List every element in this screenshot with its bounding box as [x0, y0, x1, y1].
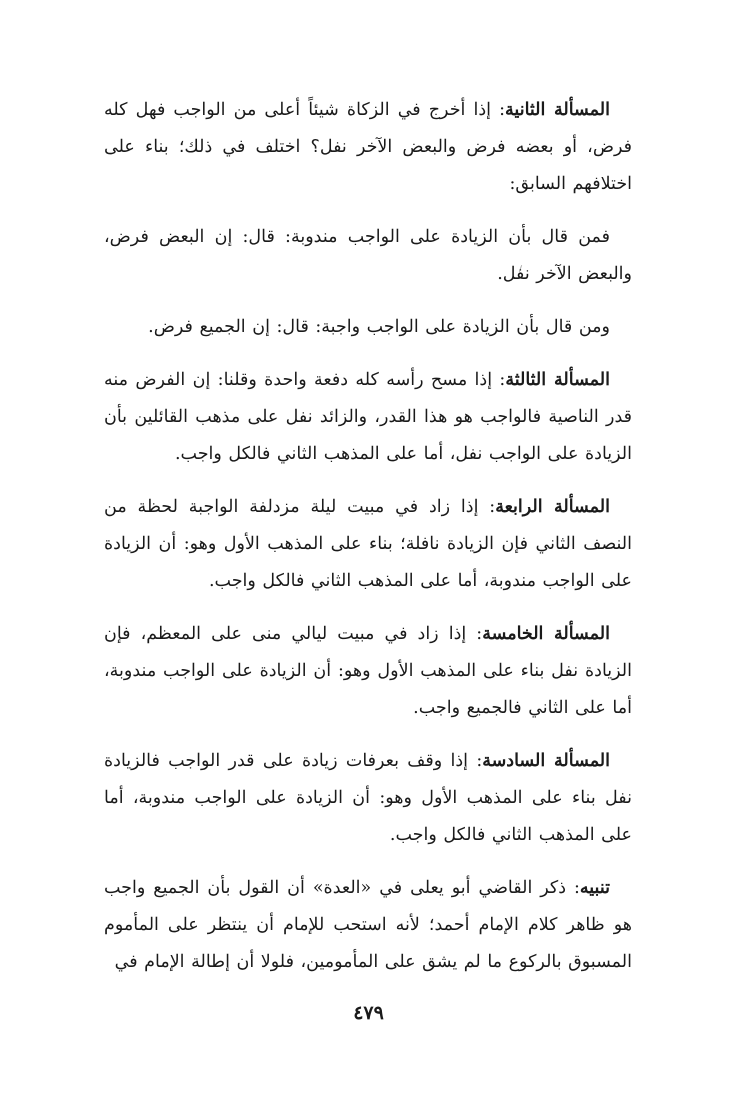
paragraph-issue-3 [104, 362, 632, 473]
body-text [104, 92, 632, 997]
paragraph-heading: المسألة السادسة [482, 751, 611, 771]
paragraph-opinion-2 [104, 309, 632, 346]
paragraph-heading: المسألة الخامسة [482, 624, 610, 644]
page-number: ٤٧٩ [353, 1002, 384, 1024]
paragraph-text: : إذا وقف بعرفات زيادة على قدر الواجب فالزيادة نفل بناء على المذهب الأول وهو: أن الزيادة على الواجب مندوبة، أما على المذهب الثاني فالكل واجب. [104, 751, 632, 845]
paragraph-text: : ذكر القاضي أبو يعلى في «العدة» أن القول بأن الجميع واجب هو ظاهر كلام الإمام أحمد؛ لأنه استحب للإمام أن ينتظر على المأموم المسبوق بالركوع ما لم يشق على المأمومين، فلولا أن إطالة الإمام في [104, 878, 632, 972]
paragraph-heading: تنبيه [579, 878, 610, 898]
paragraph-text: : إذا زاد في مبيت ليلة مزدلفة الواجبة لحظة من النصف الثاني فإن الزيادة نافلة؛ بناء على المذهب الأول وهو: أن الزيادة على الواجب مندوبة، أما على المذهب الثاني فالكل واجب. [104, 497, 632, 591]
paragraph-issue-2 [104, 92, 632, 203]
paragraph-text: : إذا مسح رأسه كله دفعة واحدة وقلنا: إن الفرض منه قدر الناصية فالواجب هو هذا القدر، والزائد نفل على مذهب القائلين بأن الزيادة على الواجب نفل، أما على المذهب الثاني فالكل واجب. [104, 370, 632, 464]
paragraph-issue-4 [104, 489, 632, 600]
paragraph-heading: المسألة الثالثة [505, 370, 610, 390]
paragraph-note [104, 870, 632, 981]
paragraph-issue-5 [104, 616, 632, 727]
paragraph-opinion-1 [104, 219, 632, 293]
paragraph-text: : إذا زاد في مبيت ليالي منى على المعظم، فإن الزيادة نفل بناء على المذهب الأول وهو: أن الزيادة على الواجب مندوبة، أما على الثاني فالجميع واجب. [104, 624, 632, 718]
paragraph-text: فمن قال بأن الزيادة على الواجب مندوبة: قال: إن البعض فرض، والبعض الآخر نفل. [104, 227, 632, 284]
paragraph-heading: المسألة الرابعة [495, 497, 610, 517]
paragraph-text: : إذا أخرج في الزكاة شيئاً أعلى من الواجب فهل كله فرض، أو بعضه فرض والبعض الآخر نفل؟ اختلف في ذلك؛ بناء على اختلافهم السابق: [104, 100, 632, 194]
paragraph-issue-6 [104, 743, 632, 854]
paragraph-heading: المسألة الثانية [505, 100, 610, 120]
paragraph-text: ومن قال بأن الزيادة على الواجب واجبة: قال: إن الجميع فرض. [148, 317, 610, 337]
